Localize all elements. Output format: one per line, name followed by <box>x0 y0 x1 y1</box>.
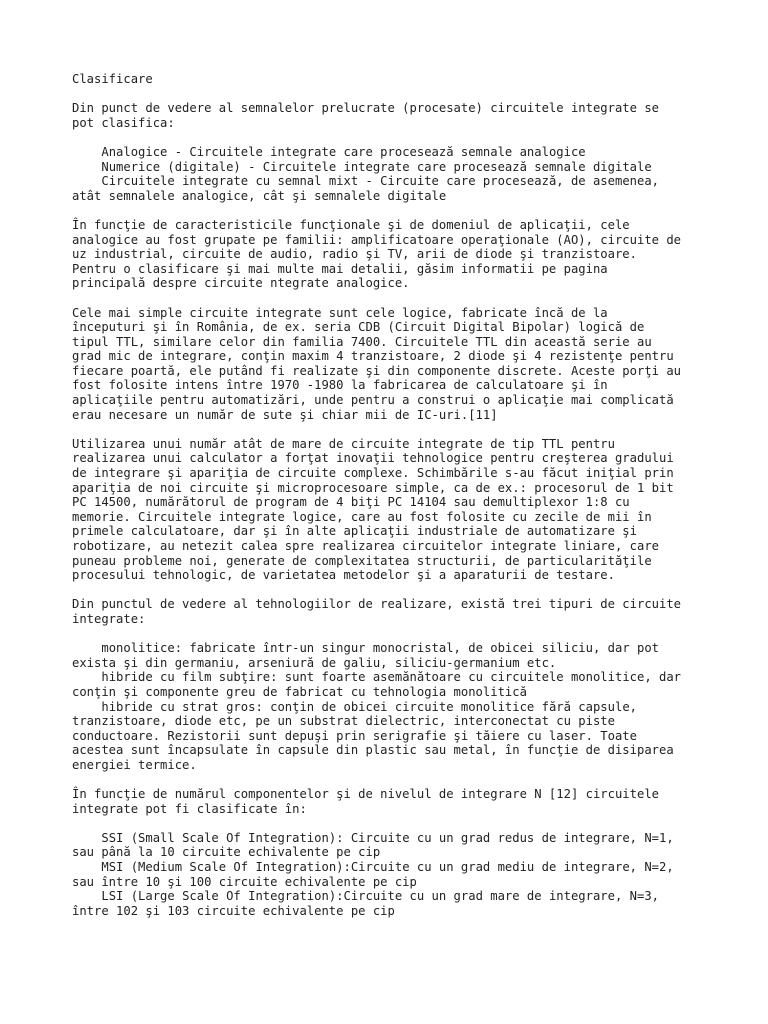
list-item-ssi: SSI (Small Scale Of Integration): Circuite cu un grad redus de integrare, N=1, sau până la 10 circuite echivalente pe cip <box>72 830 674 860</box>
section-title: Clasificare <box>72 72 153 86</box>
logic-circuits-paragraph: Cele mai simple circuite integrate sunt cele logice, fabricate încă de la începuturi şi în România, de ex. seria CDB (Circuit Digital Bipolar) logică de tipul TTL, similare celor din familia 7400. Circuitele TTL din această serie au grad mic de integrare, conţin maxim 4 tranzistoare, 2 diode şi 4 rezistenţe pentru fiecare poartă, ele putând fi realizate şi din componente discrete. Aceste porţi au fost folosite intens între 1970 -1980 la fabricarea de calculatoare şi în aplicaţiile pentru automatizări, unde pentru a construi o aplicaţie mai complicată erau necesare un număr de sute şi chiar mii de IC-uri.[11] <box>72 305 682 422</box>
signal-types-list <box>72 145 712 203</box>
list-item-monolithic: monolitice: fabricate într-un singur monocristal, de obicei siliciu, dar pot exista şi din germaniu, arseniură de galiu, siliciu-germanium etc. <box>72 641 660 670</box>
technology-intro-paragraph: Din punctul de vedere al tehnologiilor de realizare, există trei tipuri de circuite integrate: <box>72 597 682 626</box>
list-item-mixed: Circuitele integrate cu semnal mixt - Circuite care procesează, de asemenea, atât semnalele analogice, cât şi semnalele digitale <box>72 174 660 203</box>
functional-paragraph: În funcţie de caracteristicile funcţionale şi de domeniul de aplicaţii, cele analogice au fost grupate pe familii: amplificatoare operaţionale (AO), circuite de uz industrial, circuite de audio, radio şi TV, arii de diode şi tranzistoare. Pentru o clasificare şi mai multe mai detalii, găsim informatii pe pagina principală despre circuite ntegrate analogice. <box>72 217 682 291</box>
integration-intro-paragraph: În funcţie de numărul componentelor şi de nivelul de integrare N [12] circuitele integrate pot fi clasificate în: <box>72 787 659 816</box>
list-item-digital: Numerice (digitale) - Circuitele integrate care procesează semnale digitale <box>72 159 652 174</box>
list-item-thin-film: hibride cu film subţire: sunt foarte asemănătoare cu circuitele monolitice, dar conţin şi componente greu de fabricat cu tehnologia monolitică <box>72 670 682 699</box>
list-item-analog: Analogice - Circuitele integrate care procesează semnale analogice <box>72 144 586 159</box>
technology-types-list <box>72 641 712 772</box>
list-item-msi: MSI (Medium Scale Of Integration):Circuite cu un grad mediu de integrare, N=2, sau între 10 şi 100 circuite echivalente pe cip <box>72 860 674 889</box>
intro-paragraph: Din punct de vedere al semnalelor prelucrate (procesate) circuitele integrate se pot clasifica: <box>72 101 659 130</box>
list-item-lsi: LSI (Large Scale Of Integration):Circuite cu un grad mare de integrare, N=3, între 102 şi 103 circuite echivalente pe cip <box>72 889 660 918</box>
document-page <box>72 72 712 933</box>
list-item-thick-film: hibride cu strat gros: conţin de obicei circuite monolitice fără capsule, tranzistoare, diode etc, pe un substrat dielectric, interconectat cu piste conductoare. Rezistorii sunt depuşi prin serigrafie şi tăiere cu laser. Toate acestea sunt încapsulate în capsule din plastic sau metal, în funcţie de disiparea energiei termice. <box>72 699 674 772</box>
ttl-paragraph: Utilizarea unui număr atât de mare de circuite integrate de tip TTL pentru realizarea unui calculator a forţat inovaţii tehnologice pentru creşterea gradului de integrare şi apariţia de circuite complexe. Schimbările s-au făcut iniţial prin apariţia de noi circuite şi microprocesoare simple, ca de ex.: procesorul de 1 bit PC 14500, numărătorul de program de 4 biţi PC 14104 sau demultiplexor 1:8 cu memorie. Circuitele integrate logice, care au fost folosite cu zecile de mii în primele calculatoare, dar şi în alte aplicaţii industriale de automatizare şi robotizare, au netezit calea spre realizarea circuitelor integrate liniare, care puneau probleme noi, generate de complexitatea structurii, de particularităţile procesului tehnologic, de varietatea metodelor şi a aparaturii de testare. <box>72 436 674 583</box>
integration-levels-list <box>72 831 712 919</box>
